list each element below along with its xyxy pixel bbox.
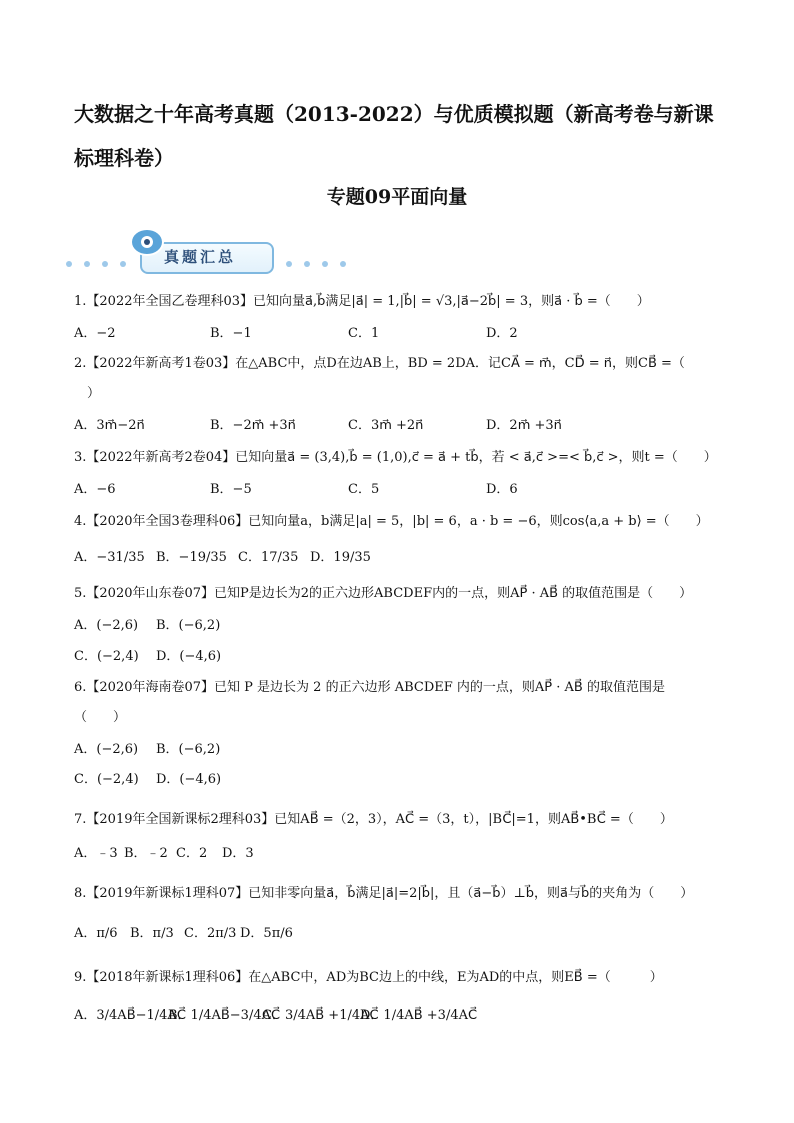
question-4-option-d: D．19/35	[310, 550, 371, 565]
question-8-option-c: C．2π/3	[184, 926, 237, 941]
question-5-text: 5.【2020年山东卷07】已知P是边长为2的正六边形ABCDEF内的一点，则AP⃗ · AB⃗ 的取值范围是（ ）	[74, 586, 693, 601]
question-7-option-d: D．3	[222, 846, 254, 861]
question-1-option-a: A．−2	[74, 326, 116, 341]
banner-dot	[102, 261, 108, 267]
question-4-option-c: C．17/35	[238, 550, 299, 565]
banner-dot	[120, 261, 126, 267]
banner-dot	[304, 261, 310, 267]
banner-label: 真题汇总	[164, 248, 237, 266]
question-1-option-b: B．−1	[210, 326, 252, 341]
page-title-line-1: 大数据之十年高考真题（2013-2022）与优质模拟题（新高考卷与新课	[74, 102, 714, 126]
question-3-option-a: A．−6	[74, 482, 116, 497]
question-7-text: 7.【2019年全国新课标2理科03】已知AB⃗ =（2，3），AC⃗ =（3，t），|BC⃗|=1，则AB⃗•BC⃗ =（ ）	[74, 812, 673, 827]
question-1-option-c: C．1	[348, 326, 380, 341]
question-1-option-d: D．2	[486, 326, 518, 341]
question-9-option-a: A．3/4AB⃗−1/4AC⃗	[74, 1008, 186, 1023]
question-4-option-a: A．−31/35	[74, 550, 145, 565]
banner-dot	[340, 261, 346, 267]
question-3-option-d: D．6	[486, 482, 518, 497]
question-9-option-c: C．3/4AB⃗ +1/4AC⃗	[262, 1008, 379, 1023]
topic-subtitle: 专题09平面向量	[326, 186, 468, 208]
banner-dot	[286, 261, 292, 267]
question-2-text-cont: ）	[74, 386, 101, 401]
question-9-text: 9.【2018年新课标1理科06】在△ABC中，AD为BC边上的中线，E为AD的中点，则EB⃗ =（ ）	[74, 970, 663, 985]
question-9-option-d: D．1/4AB⃗ +3/4AC⃗	[360, 1008, 478, 1023]
question-6-option-d: D．(−4,6)	[156, 772, 222, 787]
question-4-text: 4.【2020年全国3卷理科06】已知向量a，b满足|a| = 5，|b| = 6，a · b = −6，则cos⟨a,a + b⟩ =（ ）	[74, 514, 709, 529]
question-6-option-b: B．(−6,2)	[156, 742, 221, 757]
question-9-option-b: B．1/4AB⃗−3/4AC⃗	[168, 1008, 281, 1023]
question-3-option-b: B．−5	[210, 482, 252, 497]
question-2-option-b: B．−2m⃗ +3n⃗	[210, 418, 296, 433]
question-2-option-a: A．3m⃗−2n⃗	[74, 418, 145, 433]
question-2-option-d: D．2m⃗ +3n⃗	[486, 418, 562, 433]
banner-dot	[322, 261, 328, 267]
banner-dot	[84, 261, 90, 267]
question-7-option-c: C．2	[176, 846, 208, 861]
question-8-option-d: D．5π/6	[240, 926, 293, 941]
question-4-option-b: B．−19/35	[156, 550, 227, 565]
question-3-option-c: C．5	[348, 482, 380, 497]
question-3-text: 3.【2022年新高考2卷04】已知向量a⃗ = (3,4),b⃗ = (1,0),c⃗ = a⃗ + tb⃗，若 < a⃗,c⃗ >=< b⃗,c⃗ >，则t =（ ）	[74, 450, 717, 465]
question-6-option-a: A．(−2,6)	[74, 742, 139, 757]
eye-icon	[130, 228, 164, 256]
question-8-option-a: A．π/6	[74, 926, 118, 941]
question-7-option-a: A．﹣3	[74, 846, 118, 861]
question-5-option-a: A．(−2,6)	[74, 618, 139, 633]
question-6-text: 6.【2020年海南卷07】已知 P 是边长为 2 的正六边形 ABCDEF 内的一点，则AP⃗ · AB⃗ 的取值范围是	[74, 680, 665, 695]
question-1-text: 1.【2022年全国乙卷理科03】已知向量a⃗,b⃗满足|a⃗| = 1,|b⃗| = √3,|a⃗−2b⃗| = 3，则a⃗ · b⃗ =（ ）	[74, 294, 650, 309]
question-2-text: 2.【2022年新高考1卷03】在△ABC中，点D在边AB上，BD = 2DA．记CA⃗ = m⃗，CD⃗ = n⃗，则CB⃗ =（	[74, 356, 685, 371]
question-6-option-c: C．(−2,4)	[74, 772, 139, 787]
question-8-text: 8.【2019年新课标1理科07】已知非零向量a⃗，b⃗满足|a⃗|=2|b⃗|，且（a⃗−b⃗）⊥b⃗，则a⃗与b⃗的夹角为（ ）	[74, 886, 694, 901]
question-7-option-b: B．﹣2	[124, 846, 168, 861]
page-title-line-2: 标理科卷）	[74, 146, 174, 170]
banner-dot	[66, 261, 72, 267]
question-6-text-cont: （ ）	[74, 710, 127, 725]
question-8-option-b: B．π/3	[130, 926, 174, 941]
question-2-option-c: C．3m⃗ +2n⃗	[348, 418, 424, 433]
question-5-option-d: D．(−4,6)	[156, 649, 222, 664]
section-banner	[66, 226, 366, 272]
question-5-option-b: B．(−6,2)	[156, 618, 221, 633]
question-5-option-c: C．(−2,4)	[74, 649, 139, 664]
